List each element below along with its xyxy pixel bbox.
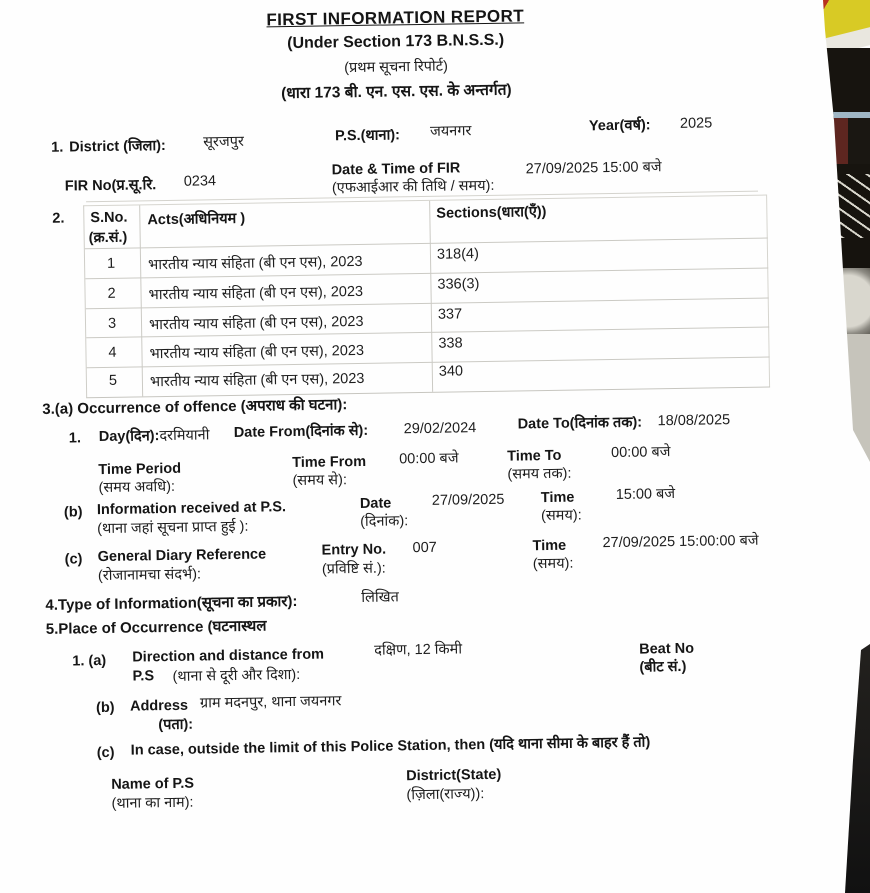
gd-entry-label: Entry No. — [321, 541, 387, 559]
gd-reference-label-hindi: (रोजानामचा संदर्भ): — [97, 566, 202, 585]
s2-number: 2. — [52, 210, 65, 227]
table-row-sno: 5 — [108, 372, 118, 389]
gd-entry-value: 007 — [412, 539, 437, 557]
date-from-label: Date From(दिनांक से): — [233, 422, 369, 441]
table-row-act: भारतीय न्याय संहिता (बी एन एस), 2023 — [149, 342, 365, 363]
col-header-sections: Sections(धारा(एँ)) — [436, 204, 547, 222]
outside-limit-label: In case, outside the limit of this Police Station, then (यदि थाना सीमा के बाहर हैं तो) — [130, 734, 651, 759]
s5b-number: (b) — [95, 699, 115, 717]
page-title: FIRST INFORMATION REPORT — [266, 6, 525, 30]
table-row-act: भारतीय न्याय संहिता (बी एन एस), 2023 — [147, 253, 363, 274]
photo-background-corner — [840, 640, 870, 893]
table-row-section: 340 — [438, 363, 464, 380]
day-label: Day(दिन): — [98, 428, 160, 446]
col-header-acts: Acts(अधिनियम ) — [147, 210, 246, 229]
col-header-sno: S.No. — [90, 209, 128, 227]
direction-distance-label-hindi: (थाना से दूरी और दिशा): — [172, 666, 301, 685]
date-from-value: 29/02/2024 — [403, 420, 477, 438]
address-label: Address — [129, 697, 189, 715]
time-period-label: Time Period — [98, 460, 182, 479]
table-row-section: 338 — [438, 335, 463, 352]
info-date-value: 27/09/2025 — [431, 491, 505, 509]
time-to-label: Time To — [507, 447, 562, 465]
district-state-label-hindi: (ज़िला(राज्य)): — [406, 786, 485, 804]
direction-distance-label-ps: P.S — [132, 668, 155, 685]
s3c-number: (c) — [64, 551, 83, 568]
s3-row1-number: 1. — [68, 430, 82, 447]
time-from-label: Time From — [292, 453, 367, 472]
info-received-label-hindi: (थाना जहां सूचना प्राप्त हुई ): — [97, 518, 249, 538]
date-to-value: 18/08/2025 — [657, 412, 731, 430]
gd-time-label-hindi: (समय): — [532, 555, 574, 573]
time-to-value: 00:00 बजे — [610, 444, 671, 462]
year-label: Year(वर्ष): — [588, 117, 651, 135]
acts-sections-table — [83, 195, 770, 399]
s4-value: लिखित — [361, 589, 399, 606]
address-value: ग्राम मदनपुर, थाना जयनगर — [199, 693, 342, 712]
gd-time-label: Time — [532, 537, 567, 555]
table-row-act: भारतीय न्याय संहिता (बी एन एस), 2023 — [149, 370, 365, 391]
day-field — [99, 427, 210, 445]
table-row-section: 337 — [437, 306, 463, 323]
time-from-value: 00:00 बजे — [399, 450, 459, 468]
s3b-number: (b) — [63, 504, 83, 521]
info-date-label: Date — [359, 495, 392, 512]
info-time-value: 15:00 बजे — [615, 486, 676, 503]
gd-reference-label: General Diary Reference — [97, 546, 267, 566]
s3-heading: 3.(a) Occurrence of offence (अपराध की घटना): — [42, 396, 348, 418]
district-value: सूरजपुर — [203, 133, 244, 151]
table-row-act: भारतीय न्याय संहिता (बी एन एस), 2023 — [148, 283, 364, 304]
time-from-label-hindi: (समय से): — [292, 472, 348, 490]
info-received-label: Information received at P.S. — [96, 499, 287, 519]
district-label: District (जिला): — [69, 137, 166, 156]
name-of-ps-label: Name of P.S — [111, 775, 195, 793]
photo-background-strip — [815, 0, 870, 468]
year-value: 2025 — [679, 115, 713, 132]
page-subtitle-hindi: (धारा 173 बी. एन. एस. एस. के अन्तर्गत) — [281, 81, 512, 103]
col-header-sno-hindi: (क्र.सं.) — [88, 229, 128, 247]
info-time-label: Time — [540, 489, 575, 507]
fir-datetime-value: 27/09/2025 15:00 बजे — [525, 159, 662, 178]
s4-label: 4.Type of Information(सूचना का प्रकार): — [45, 592, 298, 614]
time-period-label-hindi: (समय अवधि): — [98, 478, 176, 497]
s5a-number: 1. (a) — [72, 652, 107, 670]
table-row-section: 336(3) — [437, 276, 480, 293]
fir-datetime-label: Date & Time of FIR — [331, 160, 461, 179]
address-label-hindi: (पता): — [158, 716, 194, 734]
direction-distance-value: दक्षिण, 12 किमी — [374, 641, 463, 659]
table-row-act: भारतीय न्याय संहिता (बी एन एस), 2023 — [148, 313, 364, 334]
table-row-line — [85, 238, 768, 250]
fir-datetime-label-hindi: (एफआईआर की तिथि / समय): — [331, 177, 495, 197]
table-divider — [766, 196, 770, 387]
info-time-label-hindi: (समय): — [540, 507, 582, 525]
table-row-sno: 1 — [106, 255, 116, 272]
table-divider — [139, 205, 143, 396]
name-of-ps-label-hindi: (थाना का नाम): — [111, 794, 194, 812]
gd-time-value: 27/09/2025 15:00:00 बजे — [602, 532, 759, 552]
table-row-sno: 4 — [108, 344, 117, 361]
fir-no-label: FIR No(प्र.सू.रि. — [64, 177, 157, 195]
info-date-label-hindi: (दिनांक): — [360, 513, 409, 530]
table-row-section: 318(4) — [436, 246, 480, 263]
fir-no-value: 0234 — [183, 173, 217, 190]
table-divider — [429, 201, 433, 392]
page-title-hindi: (प्रथम सूचना रिपोर्ट) — [344, 58, 448, 77]
ps-label: P.S.(थाना): — [334, 127, 401, 145]
beat-no-label: Beat No — [639, 640, 695, 658]
direction-distance-label: Direction and distance from — [132, 646, 325, 666]
s5-heading: 5.Place of Occurrence (घटनास्थल — [45, 617, 267, 638]
s5c-number: (c) — [96, 744, 115, 762]
s1-number: 1. — [51, 139, 64, 156]
table-row-sno: 2 — [107, 285, 116, 302]
beat-no-label-hindi: (बीट सं.) — [639, 658, 687, 676]
time-to-label-hindi: (समय तक): — [507, 465, 572, 483]
page-subtitle: (Under Section 173 B.N.S.S.) — [287, 31, 505, 53]
table-row-sno: 3 — [107, 315, 117, 332]
day-value: दरमियानी — [159, 427, 210, 445]
ps-value: जयनगर — [429, 123, 472, 140]
gd-entry-label-hindi: (प्रविष्टि सं.): — [321, 560, 386, 578]
date-to-label: Date To(दिनांक तक): — [517, 414, 643, 433]
district-state-label: District(State) — [406, 766, 502, 785]
